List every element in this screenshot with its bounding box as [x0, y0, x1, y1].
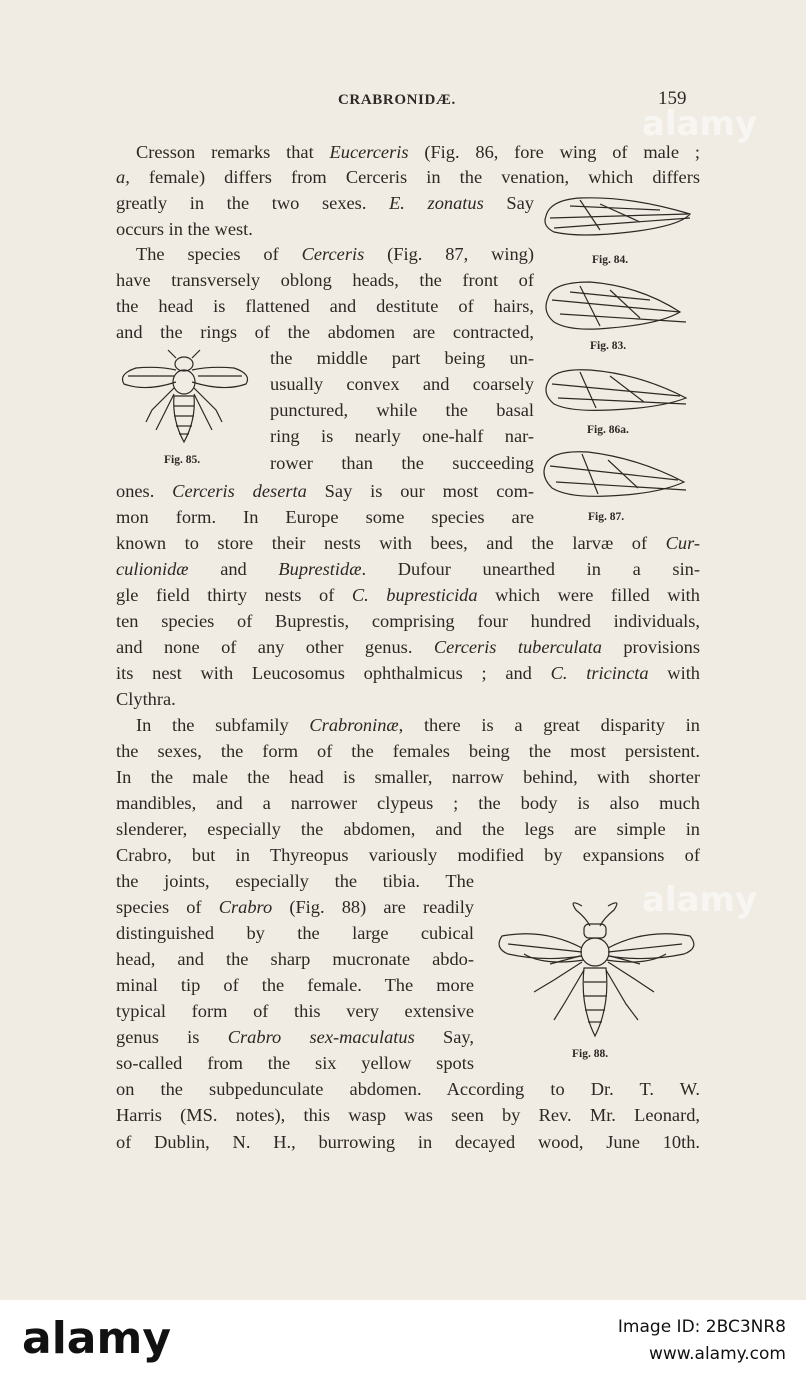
text-line: punctured, while the basal: [270, 400, 534, 420]
wing-figure-83: [540, 278, 690, 334]
text-line: gle field thirty nests of C. bupresticida which were filled with: [116, 585, 700, 605]
page-number: 159: [658, 88, 687, 109]
figure-caption: Fig. 83.: [590, 340, 627, 352]
text-line: distinguished by the large cubical: [116, 923, 474, 943]
text-line: In the male the head is smaller, narrow behind, with shorter: [116, 767, 700, 787]
image-id: Image ID: 2BC3NR8: [617, 1317, 786, 1337]
text-line: occurs in the west.: [116, 219, 253, 239]
text-line: the middle part being un-: [270, 348, 534, 368]
text-line: the sexes, the form of the females being the most persistent.: [116, 741, 700, 761]
text-line: Crabro, but in Thyreopus variously modified by expansions of: [116, 845, 700, 865]
figure-caption: Fig. 88.: [572, 1048, 609, 1060]
text-line: ten species of Buprestis, comprising four hundred individuals,: [116, 611, 700, 631]
image-id-info: [618, 1314, 786, 1368]
text-line: ones. Cerceris deserta Say is our most com-: [116, 481, 535, 501]
figure-caption: Fig. 87.: [588, 511, 625, 523]
site-url: www.alamy.com: [648, 1344, 786, 1364]
text-line: on the subpedunculate abdomen. According to Dr. T. W.: [116, 1079, 700, 1099]
text-line: a, female) differs from Cerceris in the venation, which differs: [116, 167, 700, 187]
text-line: typical form of this very extensive: [116, 1001, 474, 1021]
text-line: In the subfamily Crabroninæ, there is a great disparity in: [136, 715, 700, 735]
text-line: mandibles, and a narrower clypeus ; the body is also much: [116, 793, 700, 813]
figure-caption: Fig. 85.: [164, 454, 201, 466]
text-line: and the rings of the abdomen are contracted,: [116, 322, 534, 342]
text-line: head, and the sharp mucronate abdo-: [116, 949, 474, 969]
text-line: of Dublin, N. H., burrowing in decayed wood, June 10th.: [116, 1132, 700, 1152]
text-line: its nest with Leucosomus ophthalmicus ; and C. tricincta with: [116, 663, 701, 683]
figure-caption: Fig. 86a.: [587, 424, 629, 436]
running-header: CRABRONIDÆ.: [338, 92, 456, 108]
text-line: culionidæ and Buprestidæ. Dufour unearthed in a sin-: [116, 559, 700, 579]
text-line: the head is flattened and destitute of hairs,: [116, 296, 534, 316]
wing-figure-84: [540, 192, 696, 244]
wing-figure-86a: [540, 364, 690, 416]
text-line: slenderer, especially the abdomen, and the legs are simple in: [116, 819, 700, 839]
text-line: have transversely oblong heads, the front of: [116, 270, 534, 290]
watermark-brand: alamy: [642, 104, 758, 144]
text-line: Harris (MS. notes), this wasp was seen by Rev. Mr. Leonard,: [116, 1105, 700, 1125]
text-line: minal tip of the female. The more: [116, 975, 474, 995]
text-line: The species of Cerceris (Fig. 87, wing): [136, 244, 534, 264]
text-line: mon form. In Europe some species are: [116, 507, 534, 527]
text-line: and none of any other genus. Cerceris tuberculata provisions: [116, 637, 700, 657]
text-line: so-called from the six yellow spots: [116, 1053, 474, 1073]
text-line: Clythra.: [116, 689, 176, 709]
text-line: known to store their nests with bees, and the larvæ of Cur-: [116, 533, 700, 553]
text-line: species of Crabro (Fig. 88) are readily: [116, 897, 475, 917]
text-line: genus is Crabro sex-maculatus Say,: [116, 1027, 475, 1047]
watermark-brand: alamy: [642, 880, 758, 920]
text-line: greatly in the two sexes. E. zonatus Say: [116, 193, 534, 213]
text-line: ring is nearly one-half nar-: [270, 426, 534, 446]
text-line: the joints, especially the tibia. The: [116, 871, 474, 891]
text-line: usually convex and coarsely: [270, 374, 534, 394]
text-line: rower than the succeeding: [270, 453, 534, 473]
alamy-logo: alamy: [22, 1313, 171, 1364]
wasp-figure-85: [116, 350, 256, 450]
text-line: Cresson remarks that Eucerceris (Fig. 86, fore wing of male ;: [136, 142, 701, 162]
figure-caption: Fig. 84.: [592, 254, 629, 266]
wing-figure-87: [538, 448, 688, 500]
